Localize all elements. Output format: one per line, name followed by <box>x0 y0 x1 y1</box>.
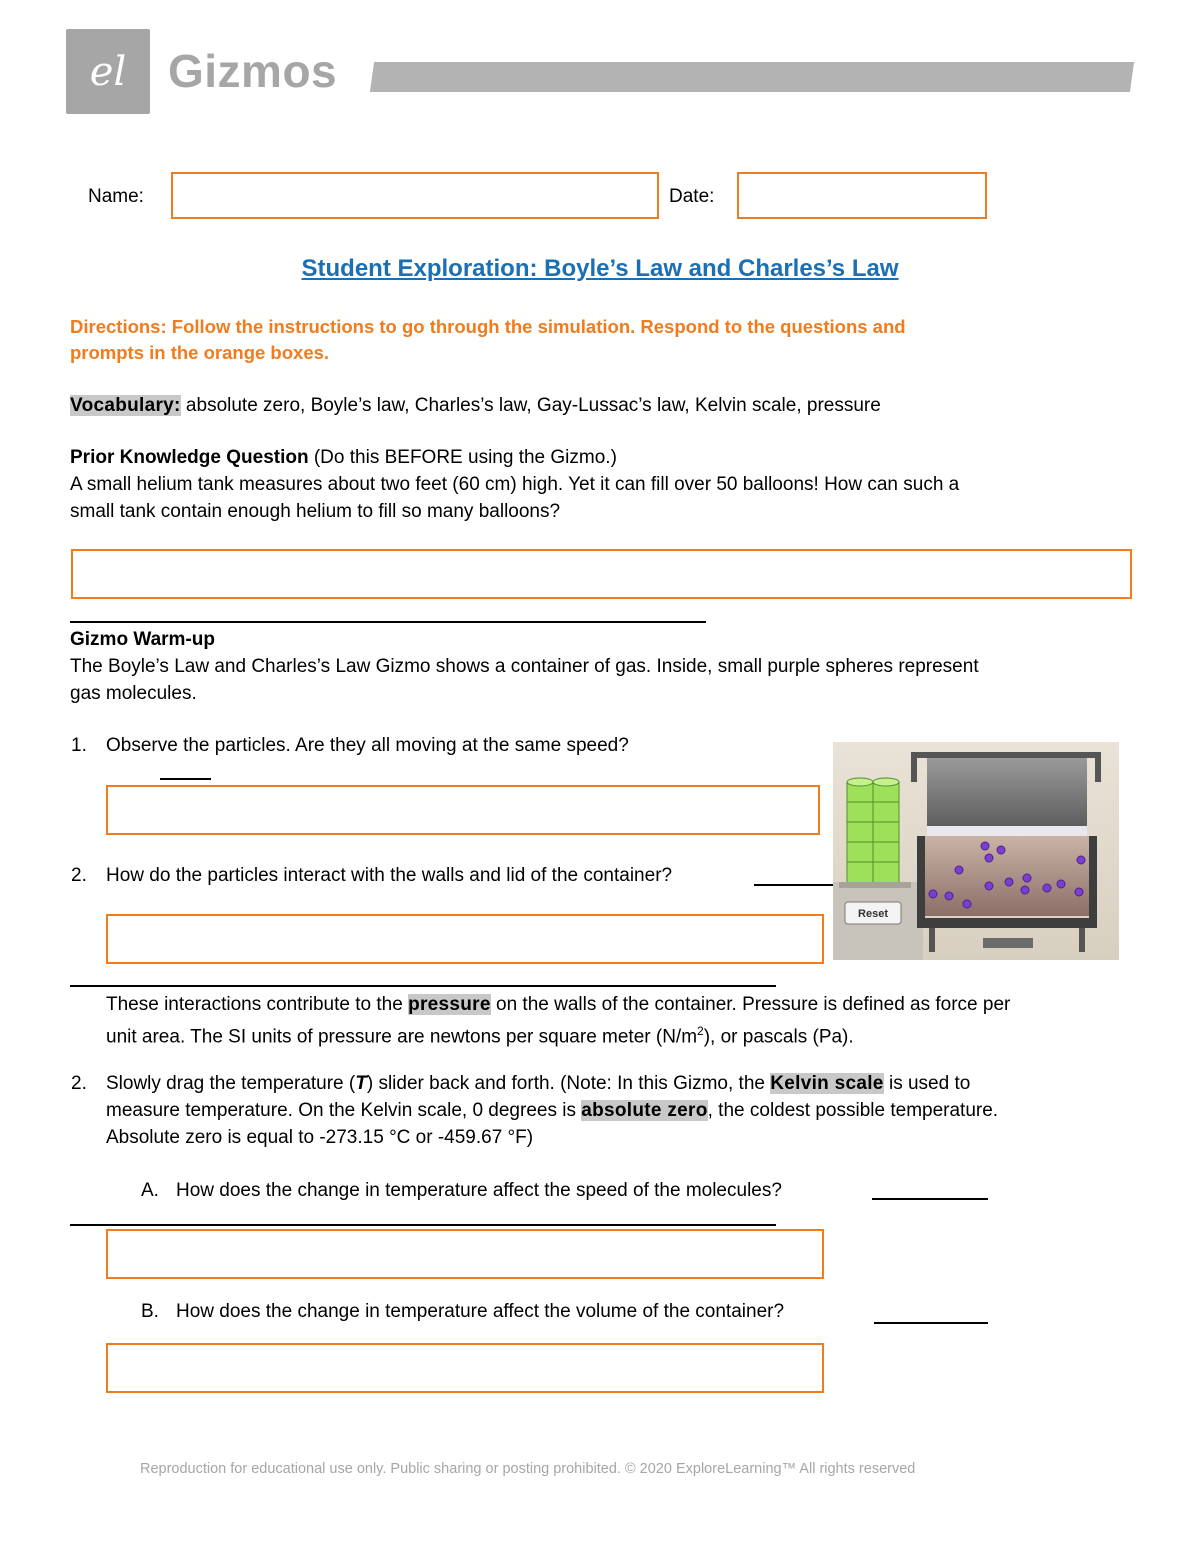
directions-line-1: Directions: Follow the instructions to go through the simulation. Respond to the questions and <box>70 316 906 337</box>
question-1-answer-box[interactable] <box>106 785 820 835</box>
footer-copyright: Reproduction for educational use only. Public sharing or posting prohibited. © 2020 ExploreLearning™ All rights reserved <box>140 1461 916 1477</box>
question-3-line-3: Absolute zero is equal to -273.15 °C or -459.67 °F) <box>106 1127 534 1148</box>
question-a-answer-box[interactable] <box>106 1229 824 1279</box>
q3-line-2-pre: measure temperature. On the Kelvin scale, 0 degrees is <box>106 1100 582 1121</box>
question-a-number: A. <box>141 1180 159 1201</box>
date-input[interactable] <box>737 172 987 219</box>
name-label: Name: <box>88 186 144 207</box>
pressure-text-pre: These interactions contribute to the <box>106 994 409 1015</box>
question-a-text: How does the change in temperature affect the speed of the molecules? <box>176 1180 782 1201</box>
weight-stack <box>847 778 899 884</box>
superscript: 2 <box>697 1024 704 1038</box>
header-bar <box>370 62 1134 92</box>
brand-name: Gizmos <box>168 45 338 97</box>
warmup-line-2: gas molecules. <box>70 683 197 704</box>
pressure-line-2 <box>106 1018 854 1050</box>
question-3-number: 2. <box>71 1073 87 1094</box>
directions-line-2: prompts in the orange boxes. <box>70 342 330 363</box>
absolute-zero-term: absolute zero <box>581 1100 708 1121</box>
question-b-text: How does the change in temperature affect the volume of the container? <box>176 1301 785 1322</box>
pressure-term: pressure <box>408 994 491 1015</box>
answer-blank <box>874 1322 988 1324</box>
gizmo-simulation-image <box>833 742 1119 960</box>
prior-question-line-1: A small helium tank measures about two feet (60 cm) high. Yet it can fill over 50 balloons! How can such a <box>70 474 960 495</box>
q3-text-post: is used to <box>883 1073 971 1094</box>
vocabulary-terms: absolute zero, Boyle’s law, Charles’s law, Gay-Lussac’s law, Kelvin scale, pressure <box>180 395 881 416</box>
el-logo-icon <box>66 29 150 114</box>
answer-blank <box>160 778 211 780</box>
question-b-number: B. <box>141 1301 159 1322</box>
vocabulary-label: Vocabulary: <box>70 395 181 416</box>
question-3-line-2 <box>106 1097 998 1124</box>
pressure-units-pre: unit area. The SI units of pressure are newtons per square meter (N/m <box>106 1026 698 1048</box>
q3-line-2-post: , the coldest possible temperature. <box>707 1100 999 1121</box>
q3-text-mid: ) slider back and forth. (Note: In this Gizmo, the <box>366 1073 771 1094</box>
question-1-number: 1. <box>71 735 87 756</box>
question-2-text: How do the particles interact with the walls and lid of the container? <box>106 865 673 886</box>
prior-knowledge-heading <box>70 444 617 471</box>
warmup-heading: Gizmo Warm-up <box>70 629 215 650</box>
kelvin-scale-term: Kelvin scale <box>770 1073 884 1094</box>
pressure-text-post: on the walls of the container. Pressure is defined as force per <box>490 994 1011 1015</box>
pressure-units-post: ), or pascals (Pa). <box>703 1026 854 1048</box>
logo-mark: el <box>89 49 127 95</box>
prior-answer-box[interactable] <box>71 549 1132 599</box>
q3-text-pre: Slowly drag the temperature ( <box>106 1073 356 1094</box>
answer-line <box>70 985 776 987</box>
section-divider <box>70 621 706 623</box>
name-input[interactable] <box>171 172 659 219</box>
temperature-symbol: T <box>355 1073 367 1094</box>
question-b-answer-box[interactable] <box>106 1343 824 1393</box>
question-1-text: Observe the particles. Are they all moving at the same speed? <box>106 735 629 756</box>
question-2-number: 2. <box>71 865 87 886</box>
warmup-line-1: The Boyle’s Law and Charles’s Law Gizmo shows a container of gas. Inside, small purple spheres represent <box>70 656 979 677</box>
answer-blank <box>872 1198 988 1200</box>
answer-blank <box>754 884 833 886</box>
prior-knowledge-note: (Do this BEFORE using the Gizmo.) <box>308 447 617 468</box>
pressure-line-1 <box>106 991 1010 1018</box>
prior-question-line-2: small tank contain enough helium to fill so many balloons? <box>70 501 561 522</box>
date-label: Date: <box>669 186 715 207</box>
prior-knowledge-label: Prior Knowledge Question <box>70 447 309 468</box>
page-title: Student Exploration: Boyle’s Law and Charles’s Law <box>301 255 899 282</box>
question-3-line-1 <box>106 1070 970 1097</box>
question-2-answer-box[interactable] <box>106 914 824 964</box>
answer-line <box>70 1224 776 1226</box>
vocabulary <box>70 392 881 419</box>
reset-button-label: Reset <box>858 908 888 920</box>
